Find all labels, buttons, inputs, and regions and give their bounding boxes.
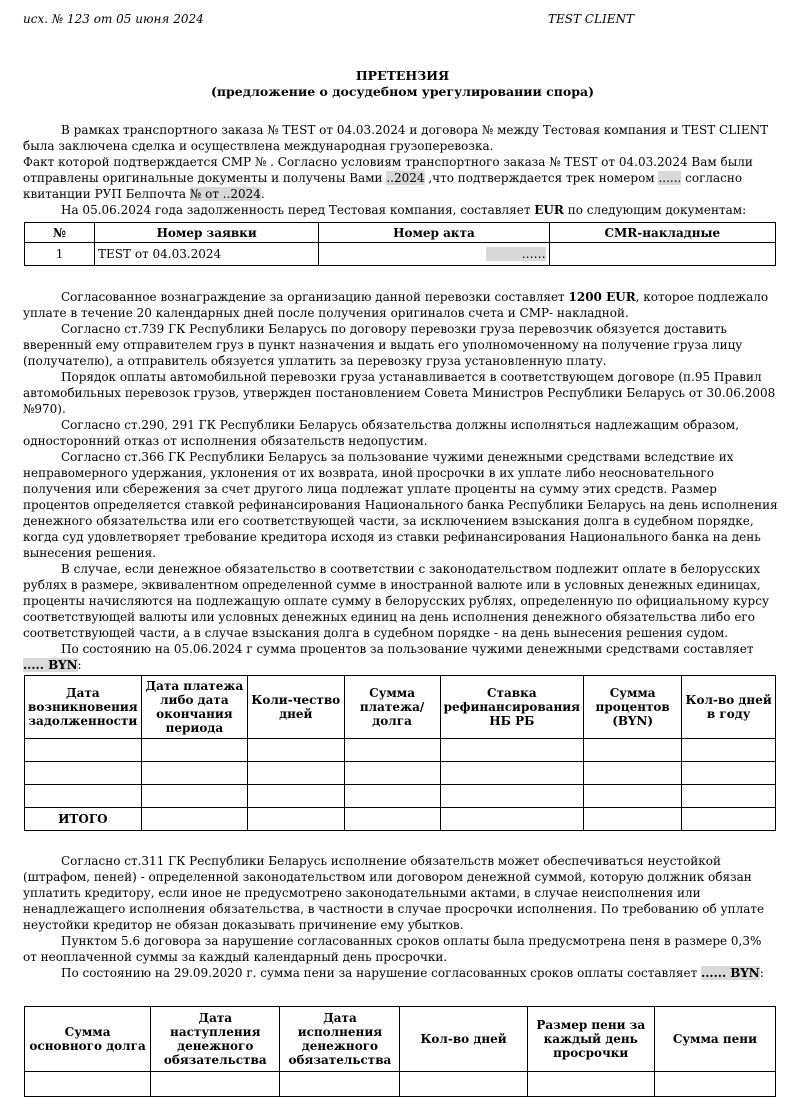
table-cell — [527, 1072, 654, 1097]
col-act: Номер акта — [319, 223, 549, 243]
intro-text: . — [260, 187, 265, 201]
received-date: ..2024 — [386, 171, 425, 185]
table-cell — [440, 762, 583, 785]
table-cell — [141, 785, 247, 808]
penalty-section — [23, 853, 778, 981]
col-order: Номер заявки — [95, 223, 319, 243]
table-row — [25, 762, 776, 785]
table-cell — [25, 762, 142, 785]
col-refinancing-rate: Ставка рефинансирования НБ РБ — [440, 676, 583, 739]
legal-paragraph-4: Согласно ст.290, 291 ГК Республики Беларусь обязательства должны исполняться надлежащим образом, односторонний отказ от исполнения обязательств недопустим. — [23, 418, 740, 448]
track-number: ...... — [658, 171, 682, 185]
col-payment-amount: Сумма платежа/ долга — [344, 676, 440, 739]
intro-text: ,что подтверждается трек номером — [424, 171, 659, 185]
intro-section — [23, 122, 778, 218]
col-cmr: CMR-накладные — [549, 223, 775, 243]
col-days: Коли-чество дней — [248, 676, 344, 739]
agreed-amount: 1200 EUR — [568, 290, 636, 304]
table-cell — [344, 808, 440, 831]
table-cell — [654, 1072, 775, 1097]
client-name: TEST CLIENT — [548, 12, 634, 26]
legal-paragraph-2: Согласно ст.739 ГК Республики Беларусь по договору перевозки груза перевозчик обязуется доставить вверенный ему отправителем груз в пункт назначения и выдать его уполномоченному на получение груза лицу (получателю), а отправитель обязуется уплатить за перевозку груза установленную плату. — [23, 322, 743, 368]
legal-text: , которое подлежало уплате в течение 20 календарных дней после получения оригиналов счета и СМР- накладной. — [23, 290, 769, 320]
intro-text: На 05.06.2024 года задолженность перед Тестовая компания, составляет — [61, 203, 535, 217]
col-execution-date: Дата исполнения денежного обязательства — [280, 1007, 400, 1072]
total-label: ИТОГО — [25, 808, 142, 831]
table-cell — [280, 1072, 400, 1097]
table-cell — [584, 785, 682, 808]
table-cell — [400, 1072, 527, 1097]
table-cell — [248, 808, 344, 831]
row-order: TEST от 04.03.2024 — [95, 243, 319, 266]
table-total-row — [25, 808, 776, 831]
title-subtitle: (предложение о досудебном урегулировании спора) — [210, 84, 595, 99]
table-cell — [25, 1072, 151, 1097]
col-obligation-date: Дата наступления денежного обязательства — [151, 1007, 280, 1072]
table-cell — [248, 785, 344, 808]
table-cell — [440, 808, 583, 831]
legal-section — [23, 289, 778, 673]
penalty-paragraph-2: Пунктом 5.6 договора за нарушение согласованных сроков оплаты была предусмотрена пеня в размере 0,3% от неоплаченной суммы за каждый календарный день просрочки. — [23, 934, 762, 964]
table-cell — [141, 739, 247, 762]
receipt-number: № от ..2024 — [189, 187, 261, 201]
table-cell — [440, 739, 583, 762]
interest-amount: ..... BYN — [23, 658, 78, 672]
table-cell — [344, 785, 440, 808]
table-cell — [440, 785, 583, 808]
title-main: ПРЕТЕНЗИЯ — [355, 68, 450, 83]
col-penalty-rate: Размер пени за каждый день просрочки — [527, 1007, 654, 1072]
legal-paragraph-6: В случае, если денежное обязательство в соответствии с законодательством подлежит оплате в белорусских рублях в размере, эквивалентном определенной сумме в иностранной валюте или в условных денежных единицах, проценты начисляются на подлежащую оплате сумму в белорусских рублях, определенную по официальному курсу соответствующей валюты или условных денежных единиц на день исполнения денежного обязательства либо его соответствующей части, а в случае взыскания долга в судебном порядке - на день вынесения решения судом. — [23, 562, 770, 640]
penalty-text: : — [759, 966, 764, 980]
table-header-row — [25, 223, 776, 243]
col-number: № — [25, 223, 95, 243]
penalty-table — [24, 1006, 776, 1097]
table-cell — [682, 762, 776, 785]
table-cell — [248, 739, 344, 762]
table-cell — [25, 739, 142, 762]
legal-paragraph-5: Согласно ст.366 ГК Республики Беларусь за пользование чужими денежными средствами вследствие их неправомерного удержания, уклонения от их возврата, иной просрочки в их уплате либо неосновательного получения или сбережения за счет другого лица подлежат уплате проценты на сумму этих средств. Размер процентов определяется ставкой рефинансирования Национального банка Республики Беларусь на день исполнения денежного обязательства или его соответствующей части, за исключением взыскания долга в судебном порядке, когда суд удовлетворяет требование кредитора исходя из ставки рефинансирования Национального банка на день вынесения решения. — [23, 450, 778, 560]
table-row — [25, 1072, 776, 1097]
legal-paragraph-1 — [23, 289, 778, 321]
documents-table — [24, 222, 776, 266]
table-cell — [344, 762, 440, 785]
legal-text: Согласованное вознаграждение за организацию данной перевозки составляет — [61, 290, 569, 304]
penalty-paragraph-3 — [23, 965, 778, 981]
table-cell — [584, 808, 682, 831]
table-header-row — [25, 1007, 776, 1072]
table-cell — [682, 739, 776, 762]
legal-text: : — [77, 658, 82, 672]
table-cell — [248, 762, 344, 785]
table-row — [25, 785, 776, 808]
col-debt-date: Дата возникновения задолженности — [25, 676, 142, 739]
table-cell — [584, 739, 682, 762]
intro-paragraph-2 — [23, 154, 778, 202]
table-cell — [141, 808, 247, 831]
table-cell — [682, 785, 776, 808]
row-number: 1 — [25, 243, 95, 266]
intro-text: согласно квитанции РУП Белпочта — [23, 171, 743, 201]
col-days-in-year: Кол-во дней в году — [682, 676, 776, 739]
table-cell — [25, 785, 142, 808]
interest-table — [24, 675, 776, 831]
col-principal: Сумма основного долга — [25, 1007, 151, 1072]
intro-text: Факт которой подтверждается СМР № . Согласно условиям транспортного заказа № TEST от 04.03.2024 Вам были отправлены оригинальные документы и получены Вами — [23, 155, 753, 185]
table-cell — [151, 1072, 280, 1097]
document-title — [0, 68, 805, 100]
table-row — [25, 243, 776, 266]
intro-paragraph-1: В рамках транспортного заказа № TEST от 04.03.2024 и договора № между Тестовая компания и TEST CLIENT была заключена сделка и осуществлена международная грузоперевозка. — [23, 123, 769, 153]
table-header-row — [25, 676, 776, 739]
legal-paragraph-3: Порядок оплаты автомобильной перевозки груза устанавливается в соответствующем договоре (п.95 Правил автомобильных перевозок грузов, утвержден постановлением Совета Министров Республики Беларусь от 30.06.2008 №970). — [23, 370, 776, 416]
table-cell — [344, 739, 440, 762]
table-row — [25, 739, 776, 762]
col-payment-date: Дата платежа либо дата окончания периода — [141, 676, 247, 739]
row-act-cell — [319, 243, 549, 266]
outgoing-reference: исх. № 123 от 05 июня 2024 — [23, 12, 204, 26]
penalty-paragraph-1: Согласно ст.311 ГК Республики Беларусь исполнение обязательств может обеспечиваться неустойкой (штрафом, пеней) - определенной законодательством или договором денежной суммой, которую должник обязан уплатить кредитору, если иное не предусмотрено законодательными актами, в случае неисполнения или ненадлежащего исполнения обязательства, в частности в случае просрочки исполнения. По требованию об уплате неустойки кредитор не обязан доказывать причинение ему убытков. — [23, 854, 765, 932]
debt-currency: EUR — [534, 203, 564, 217]
row-act: …… — [486, 247, 546, 261]
table-cell — [584, 762, 682, 785]
row-cmr — [549, 243, 775, 266]
intro-text: по следующим документам: — [563, 203, 747, 217]
intro-paragraph-3 — [23, 202, 778, 218]
table-cell — [141, 762, 247, 785]
legal-text: По состоянию на 05.06.2024 г сумма процентов за пользование чужими денежными средствами составляет — [61, 642, 754, 656]
col-days: Кол-во дней — [400, 1007, 527, 1072]
penalty-text: По состоянию на 29.09.2020 г. сумма пени за нарушение согласованных сроков оплаты составляет — [61, 966, 702, 980]
penalty-amount: ...... BYN — [701, 966, 760, 980]
col-interest-amount: Сумма процентов (BYN) — [584, 676, 682, 739]
legal-paragraph-7 — [23, 641, 778, 673]
col-penalty-sum: Сумма пени — [654, 1007, 775, 1072]
table-cell — [682, 808, 776, 831]
